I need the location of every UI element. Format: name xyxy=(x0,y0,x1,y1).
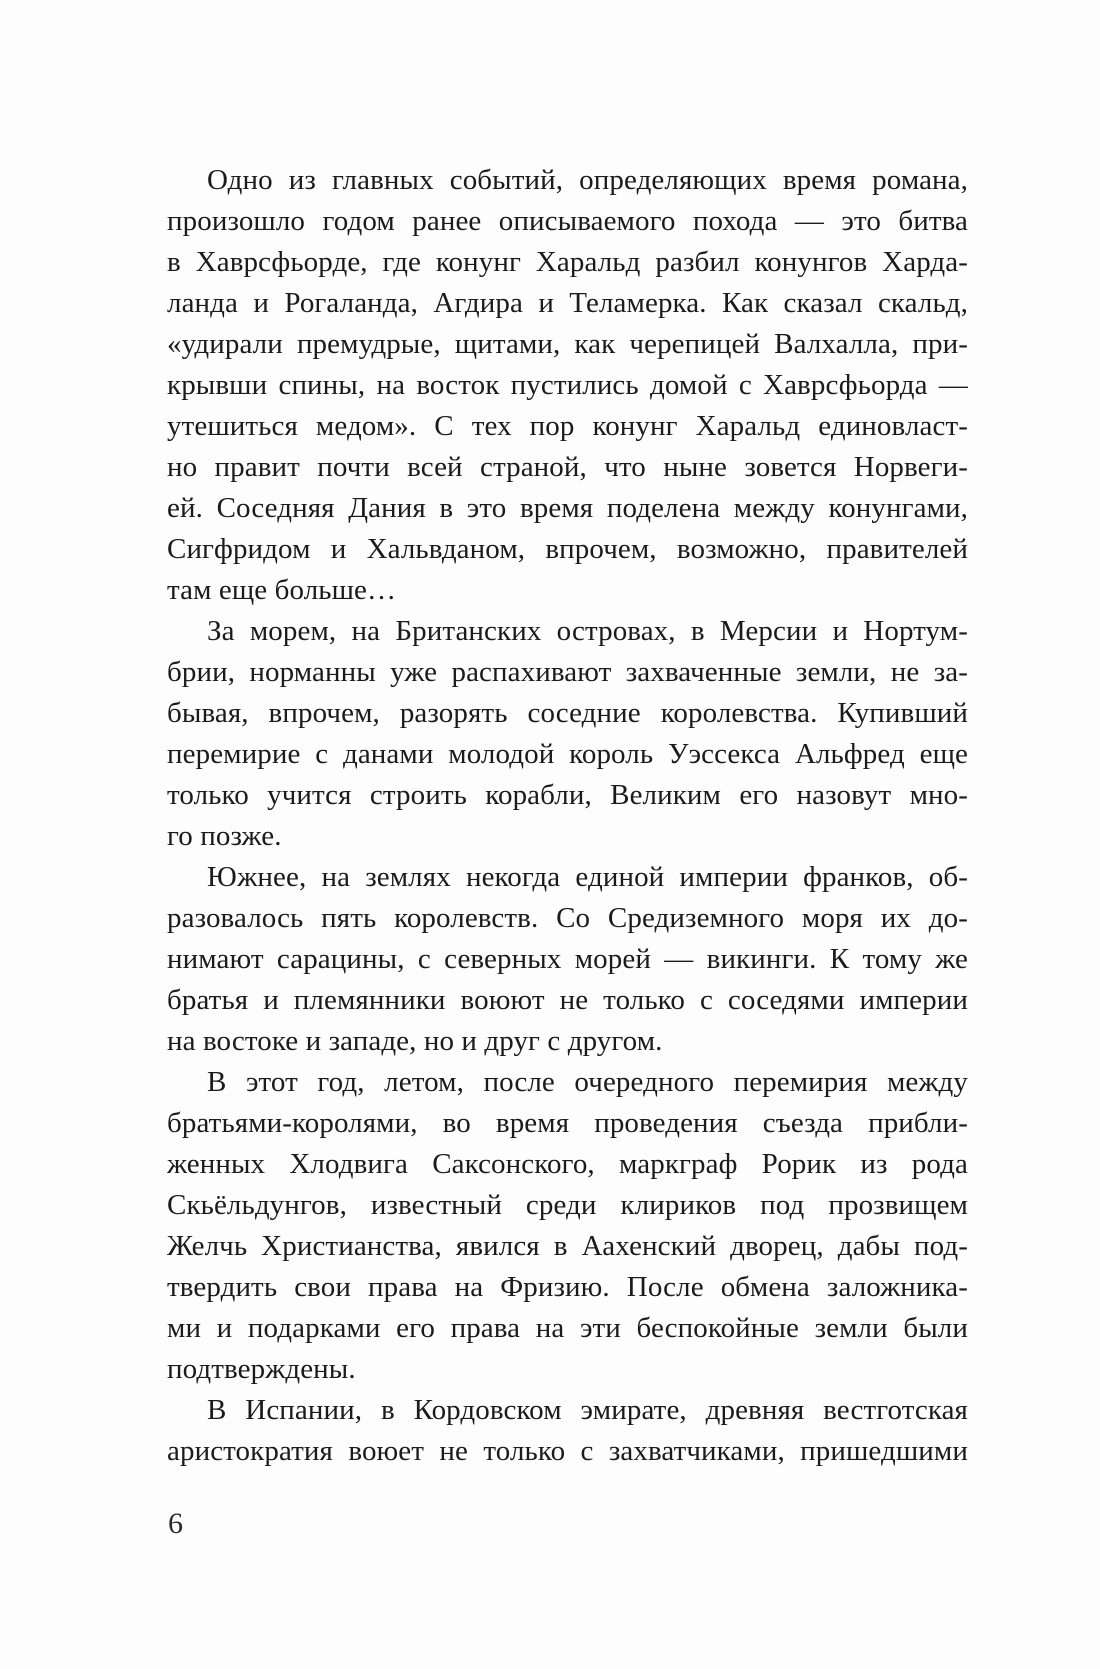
text-line: В этот год, летом, после очередного перемирия между xyxy=(207,1066,968,1098)
text-line: го позже. xyxy=(167,820,282,852)
paragraph xyxy=(167,857,968,1062)
text-line: аристократия воюет не только с захватчиками, пришедшими xyxy=(167,1435,968,1467)
text-line: ей. Соседняя Дания в это время поделена между конунгами, xyxy=(167,492,968,524)
text-line: в Хаврсфьорде, где конунг Харальд разбил конунгов Харда- xyxy=(167,246,968,278)
text-line: там еще больше… xyxy=(167,574,397,606)
text-line: В Испании, в Кордовском эмирате, древняя вестготская xyxy=(207,1394,968,1426)
text-line: Скьёльдунгов, известный среди клириков под прозвищем xyxy=(167,1189,968,1221)
text-line: на востоке и западе, но и друг с другом. xyxy=(167,1025,663,1057)
text-line: братья и племянники воюют не только с соседями империи xyxy=(167,984,968,1016)
paragraph xyxy=(167,160,968,611)
text-line: разовалось пять королевств. Со Средиземного моря их до- xyxy=(167,902,968,934)
text-line: твердить свои права на Фризию. После обмена заложника- xyxy=(167,1271,968,1303)
text-line: но правит почти всей страной, что ныне зовется Норвеги- xyxy=(167,451,968,483)
text-line: Одно из главных событий, определяющих время романа, xyxy=(207,164,968,196)
text-line: нимают сарацины, с северных морей — викинги. К тому же xyxy=(167,943,968,975)
page-text xyxy=(167,160,968,1472)
paragraph xyxy=(167,611,968,857)
text-line: только учится строить корабли, Великим его назовут мно- xyxy=(167,779,968,811)
text-line: женных Хлодвига Саксонского, маркграф Рорик из рода xyxy=(167,1148,968,1180)
text-line: За морем, на Британских островах, в Мерсии и Нортум- xyxy=(207,615,968,647)
text-line: Сигфридом и Хальвданом, впрочем, возможно, правителей xyxy=(167,533,968,565)
text-line: ланда и Рогаланда, Агдира и Теламерка. Как сказал скальд, xyxy=(167,287,968,319)
text-line: Южнее, на землях некогда единой империи франков, об- xyxy=(207,861,968,893)
text-line: перемирие с данами молодой король Уэссекса Альфред еще xyxy=(167,738,968,770)
text-line: братьями-королями, во время проведения съезда прибли- xyxy=(167,1107,968,1139)
text-line: произошло годом ранее описываемого похода — это битва xyxy=(167,205,968,237)
text-line: «удирали премудрые, щитами, как черепицей Валхалла, при- xyxy=(167,328,968,360)
text-line: подтверждены. xyxy=(167,1353,356,1385)
text-line: бывая, впрочем, разорять соседние королевства. Купивший xyxy=(167,697,968,729)
paragraph xyxy=(167,1390,968,1472)
text-line: крывши спины, на восток пустились домой с Хаврсфьорда — xyxy=(167,369,968,401)
text-line: брии, норманны уже распахивают захваченные земли, не за- xyxy=(167,656,968,688)
text-line: Желчь Христианства, явился в Аахенский дворец, дабы под- xyxy=(167,1230,968,1262)
paragraph xyxy=(167,1062,968,1390)
page-number: 6 xyxy=(168,1507,183,1540)
text-line: ми и подарками его права на эти беспокойные земли были xyxy=(167,1312,968,1344)
text-line: утешиться медом». С тех пор конунг Харальд единовласт- xyxy=(167,410,968,442)
